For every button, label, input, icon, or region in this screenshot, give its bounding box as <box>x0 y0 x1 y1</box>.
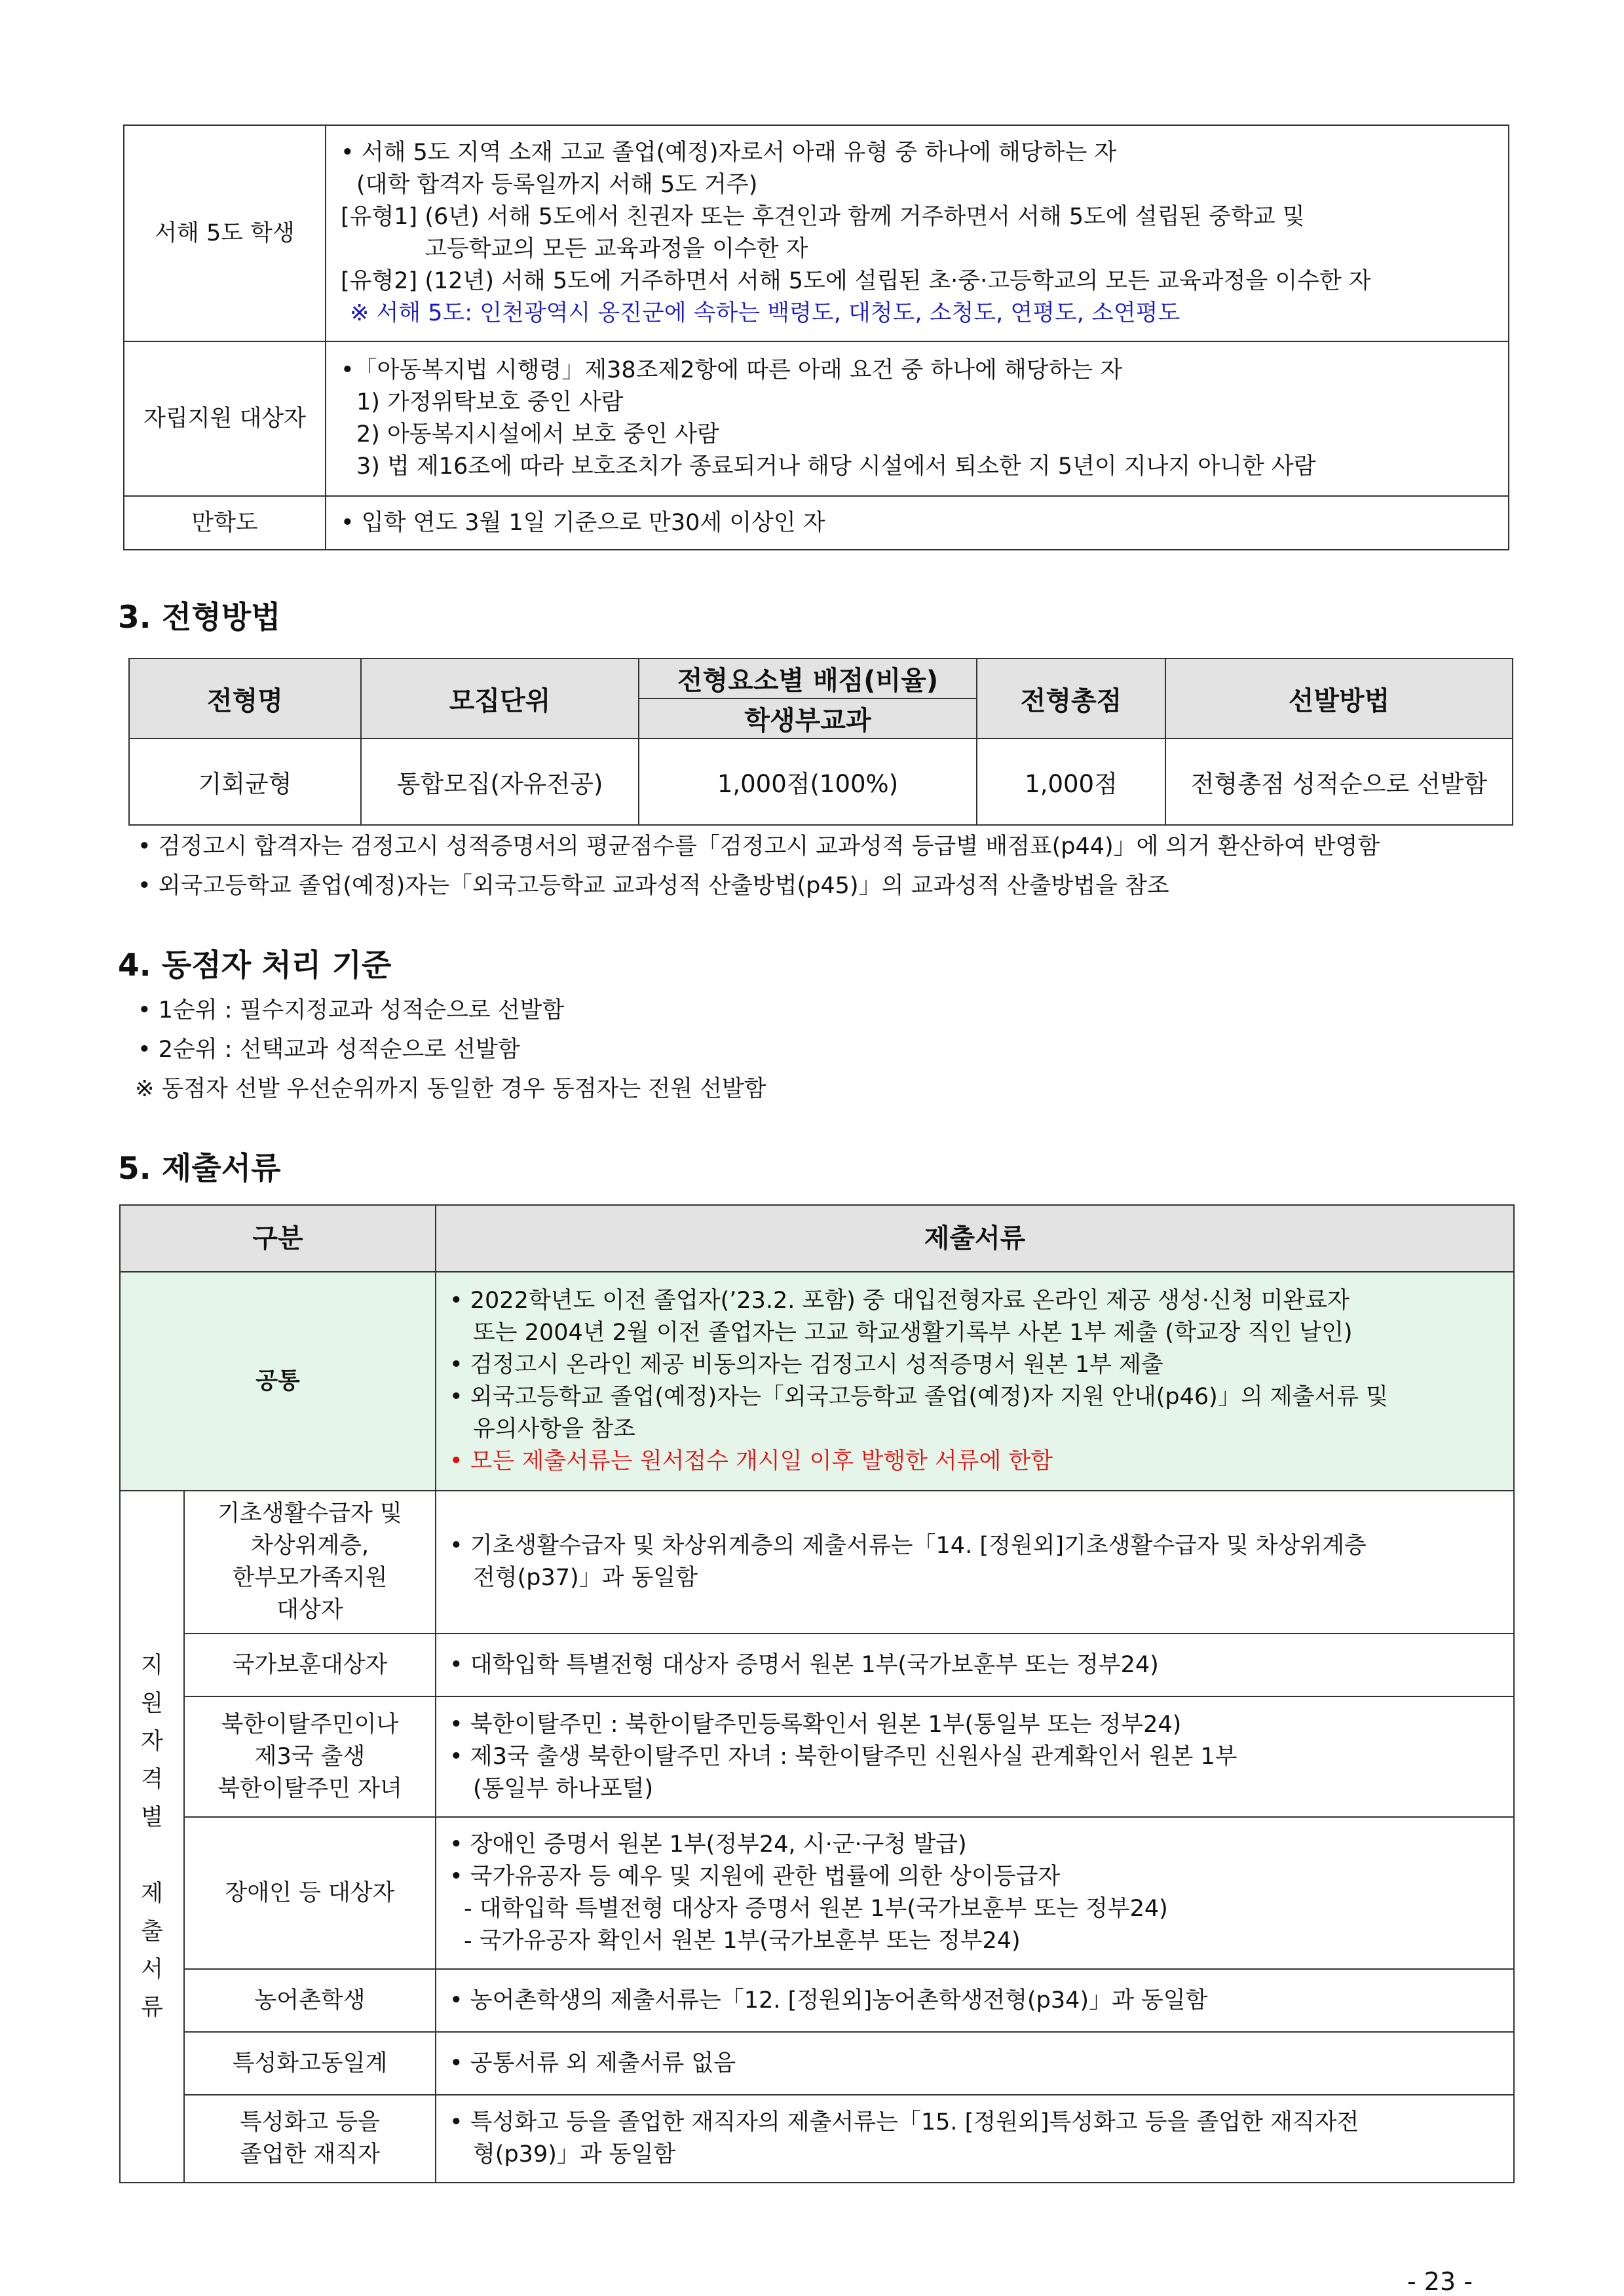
documents-table <box>119 1204 1515 2183</box>
table-cell: 전형총점 성적순으로 선발함 <box>1165 738 1513 825</box>
list-item: ※ 동점자 선발 우선순위까지 동일한 경우 동점자는 전원 선발함 <box>135 1076 766 1102</box>
table-row <box>124 341 1509 496</box>
table-row <box>120 1969 1514 2032</box>
column-header: 전형요소별 배점(비율) <box>639 659 977 698</box>
table-row <box>124 496 1509 550</box>
row-content: • 특성화고 등을 졸업한 재직자의 제출서류는「15. [정원외]특성화고 등을 졸업한 재직자전 형(p39)」과 동일함 <box>436 2095 1514 2183</box>
table-row <box>129 738 1513 825</box>
row-content: • 서해 5도 지역 소재 고교 졸업(예정)자로서 아래 유형 중 하나에 해당하는 자 (대학 합격자 등록일까지 서해 5도 거주) [유형1] (6년) 서해 5도에서 친권자 또는 후견인과 함께 거주하면서 서해 5도에 설립된 중학교 및 고등학교의 모든 교육과정을 이수한 자 [유형2] (12년) 서해 5도에 거주하면서 서해 5도에 설립된 초·중·고등학교의 모든 교육과정을 이수한 자 ※ 서해 5도: 인천광역시 옹진군에 속하는 백령도, 대청도, 소청도, 연평도, 소연평도 <box>326 125 1509 341</box>
column-header: 학생부교과 <box>639 698 977 738</box>
table-cell: 통합모집(자유전공) <box>361 738 639 825</box>
row-label: 북한이탈주민이나 제3국 출생 북한이탈주민 자녀 <box>184 1696 436 1817</box>
list-item: • 1순위 : 필수지정교과 성적순으로 선발함 <box>138 997 565 1024</box>
table-cell: 1,000점 <box>977 738 1165 825</box>
row-content: • 공통서류 외 제출서류 없음 <box>436 2032 1514 2095</box>
section-title: 5. 제출서류 <box>118 1151 281 1187</box>
table-row <box>120 1696 1514 1817</box>
row-content: • 농어촌학생의 제출서류는「12. [정원외]농어촌학생전형(p34)」과 동일함 <box>436 1969 1514 2032</box>
section-title: 4. 동점자 처리 기준 <box>118 947 392 984</box>
table-cell: 1,000점(100%) <box>639 738 977 825</box>
table-row <box>120 1491 1514 1634</box>
column-header: 선발방법 <box>1165 659 1513 738</box>
column-header: 전형명 <box>129 659 361 738</box>
vertical-category-label: 지 원 자 격 별 제 출 서 류 <box>120 1491 184 2183</box>
row-label: 특성화고동일계 <box>184 2032 436 2095</box>
column-header: 전형총점 <box>977 659 1165 738</box>
row-label: 기초생활수급자 및 차상위계층, 한부모가족지원 대상자 <box>184 1491 436 1634</box>
section-title: 3. 전형방법 <box>118 600 281 636</box>
row-content: • 기초생활수급자 및 차상위계층의 제출서류는「14. [정원외]기초생활수급자 및 차상위계층 전형(p37)」과 동일함 <box>436 1491 1514 1634</box>
row-content: • 북한이탈주민 : 북한이탈주민등록확인서 원본 1부(통일부 또는 정부24) • 제3국 출생 북한이탈주민 자녀 : 북한이탈주민 신원사실 관계확인서 원본 1부 (통일부 하나포털) <box>436 1696 1514 1817</box>
table-row <box>120 2095 1514 2183</box>
table-row <box>120 1272 1514 1491</box>
row-label: 특성화고 등을 졸업한 재직자 <box>184 2095 436 2183</box>
row-content: • 2022학년도 이전 졸업자(’23.2. 포함) 중 대입전형자료 온라인 제공 생성·신청 미완료자 또는 2004년 2월 이전 졸업자는 고교 학교생활기록부 사본 1부 제출 (학교장 직인 날인) • 검정고시 온라인 제공 비동의자는 검정고시 성적증명서 원본 1부 제출 • 외국고등학교 졸업(예정)자는「외국고등학교 졸업(예정)자 지원 안내(p46)」의 제출서류 및 유의사항을 참조 • 모든 제출서류는 원서접수 개시일 이후 발행한 서류에 한함 <box>436 1272 1514 1491</box>
row-label: 자립지원 대상자 <box>124 341 326 496</box>
row-label: 공통 <box>120 1272 436 1491</box>
row-label: 서해 5도 학생 <box>124 125 326 341</box>
table-cell: 기회균형 <box>129 738 361 825</box>
row-content: • 장애인 증명서 원본 1부(정부24, 시·군·구청 발급) • 국가유공자 등 예우 및 지원에 관한 법률에 의한 상이등급자 - 대학입학 특별전형 대상자 증명서 원본 1부(국가보훈부 또는 정부24) - 국가유공자 확인서 원본 1부(국가보훈부 또는 정부24) <box>436 1817 1514 1969</box>
column-header: 모집단위 <box>361 659 639 738</box>
selection-method-table <box>128 658 1513 826</box>
row-content: • 입학 연도 3월 1일 기준으로 만30세 이상인 자 <box>326 496 1509 550</box>
page-number: - 23 - <box>1407 2267 1473 2296</box>
table-row <box>120 1634 1514 1696</box>
table-row <box>120 2032 1514 2095</box>
column-header: 구분 <box>120 1205 436 1272</box>
table-header-row <box>129 659 1513 698</box>
table-row <box>124 125 1509 341</box>
table-row <box>120 1817 1514 1969</box>
row-label: 장애인 등 대상자 <box>184 1817 436 1969</box>
row-content: •「아동복지법 시행령」제38조제2항에 따른 아래 요건 중 하나에 해당하는 자 1) 가정위탁보호 중인 사람 2) 아동복지시설에서 보호 중인 사람 3) 법 제16조에 따라 보호조치가 종료되거나 해당 시설에서 퇴소한 지 5년이 지나지 아니한 사람 <box>326 341 1509 496</box>
note-item: • 검정고시 합격자는 검정고시 성적증명서의 평균점수를「검정고시 교과성적 등급별 배점표(p44)」에 의거 환산하여 반영함 <box>138 833 1380 860</box>
row-label: 국가보훈대상자 <box>184 1634 436 1696</box>
row-label: 농어촌학생 <box>184 1969 436 2032</box>
row-label: 만학도 <box>124 496 326 550</box>
column-header: 제출서류 <box>436 1205 1514 1272</box>
eligibility-table <box>123 124 1509 550</box>
list-item: • 2순위 : 선택교과 성적순으로 선발함 <box>138 1037 520 1063</box>
note-item: • 외국고등학교 졸업(예정)자는「외국고등학교 교과성적 산출방법(p45)」의 교과성적 산출방법을 참조 <box>138 873 1169 899</box>
table-header-row <box>120 1205 1514 1272</box>
row-content: • 대학입학 특별전형 대상자 증명서 원본 1부(국가보훈부 또는 정부24) <box>436 1634 1514 1696</box>
